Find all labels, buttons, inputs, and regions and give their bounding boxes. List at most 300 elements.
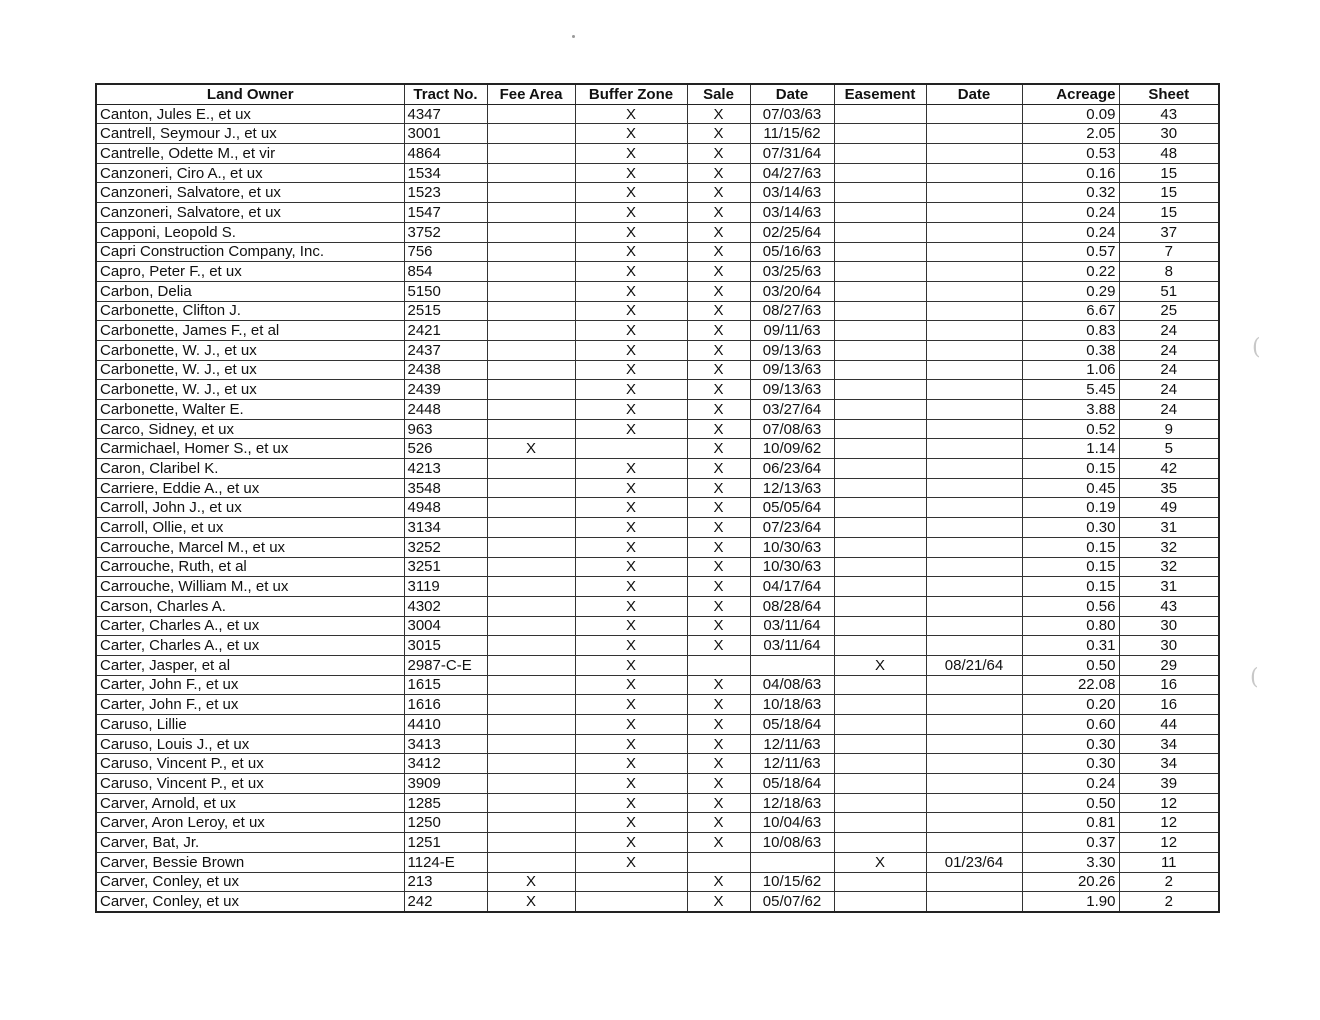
cell-buffer-zone: X (575, 852, 687, 872)
cell-sale-date: 02/25/64 (750, 222, 834, 242)
cell-buffer-zone: X (575, 616, 687, 636)
cell-acreage: 2.05 (1022, 124, 1119, 144)
cell-tract-no: 3752 (404, 222, 487, 242)
cell-sale: X (687, 813, 750, 833)
cell-land-owner: Carter, John F., et ux (96, 675, 404, 695)
cell-sheet: 29 (1119, 655, 1219, 675)
cell-sale: X (687, 675, 750, 695)
cell-easement (834, 616, 926, 636)
cell-buffer-zone: X (575, 557, 687, 577)
cell-sheet: 12 (1119, 813, 1219, 833)
cell-fee-area (487, 596, 575, 616)
cell-land-owner: Carrouche, Ruth, et al (96, 557, 404, 577)
cell-easement-date (926, 518, 1022, 538)
cell-buffer-zone: X (575, 321, 687, 341)
cell-land-owner: Carver, Conley, et ux (96, 872, 404, 892)
cell-land-owner: Canzoneri, Salvatore, et ux (96, 183, 404, 203)
cell-fee-area (487, 163, 575, 183)
cell-sheet: 24 (1119, 321, 1219, 341)
cell-tract-no: 3909 (404, 774, 487, 794)
cell-easement (834, 301, 926, 321)
cell-land-owner: Caruso, Louis J., et ux (96, 734, 404, 754)
cell-easement-date (926, 222, 1022, 242)
cell-sale: X (687, 596, 750, 616)
cell-acreage: 22.08 (1022, 675, 1119, 695)
cell-sale: X (687, 774, 750, 794)
cell-sheet: 16 (1119, 675, 1219, 695)
cell-fee-area (487, 478, 575, 498)
cell-fee-area (487, 340, 575, 360)
cell-tract-no: 2987-C-E (404, 655, 487, 675)
cell-sale-date: 11/15/62 (750, 124, 834, 144)
cell-sale: X (687, 222, 750, 242)
cell-easement (834, 380, 926, 400)
table-row (96, 360, 1219, 380)
cell-easement-date (926, 360, 1022, 380)
cell-sale: X (687, 321, 750, 341)
cell-acreage: 0.31 (1022, 636, 1119, 656)
cell-easement-date (926, 281, 1022, 301)
cell-tract-no: 213 (404, 872, 487, 892)
cell-sale: X (687, 616, 750, 636)
cell-easement-date (926, 478, 1022, 498)
cell-acreage: 1.90 (1022, 892, 1119, 912)
cell-tract-no: 1534 (404, 163, 487, 183)
cell-sale-date: 09/13/63 (750, 380, 834, 400)
cell-easement (834, 340, 926, 360)
table-body (96, 104, 1219, 912)
cell-acreage: 0.20 (1022, 695, 1119, 715)
cell-easement (834, 104, 926, 124)
cell-easement (834, 203, 926, 223)
cell-sheet: 24 (1119, 360, 1219, 380)
cell-sheet: 15 (1119, 203, 1219, 223)
cell-easement (834, 577, 926, 597)
cell-buffer-zone: X (575, 340, 687, 360)
cell-buffer-zone: X (575, 813, 687, 833)
cell-buffer-zone: X (575, 734, 687, 754)
cell-tract-no: 3134 (404, 518, 487, 538)
cell-acreage: 0.83 (1022, 321, 1119, 341)
cell-tract-no: 2438 (404, 360, 487, 380)
cell-buffer-zone: X (575, 695, 687, 715)
cell-easement-date (926, 400, 1022, 420)
cell-sale-date: 03/14/63 (750, 203, 834, 223)
cell-sale: X (687, 340, 750, 360)
cell-tract-no: 4302 (404, 596, 487, 616)
cell-sale: X (687, 793, 750, 813)
table-row (96, 537, 1219, 557)
cell-fee-area (487, 222, 575, 242)
cell-easement-date (926, 577, 1022, 597)
cell-sheet: 15 (1119, 183, 1219, 203)
land-owner-table (95, 83, 1220, 913)
cell-buffer-zone: X (575, 478, 687, 498)
cell-sale-date: 12/13/63 (750, 478, 834, 498)
cell-sheet: 37 (1119, 222, 1219, 242)
cell-easement-date (926, 301, 1022, 321)
cell-acreage: 0.50 (1022, 793, 1119, 813)
cell-acreage: 0.29 (1022, 281, 1119, 301)
cell-buffer-zone: X (575, 498, 687, 518)
cell-fee-area (487, 557, 575, 577)
cell-fee-area (487, 262, 575, 282)
cell-fee-area (487, 793, 575, 813)
cell-sale-date: 03/11/64 (750, 636, 834, 656)
cell-sale: X (687, 892, 750, 912)
cell-sale-date: 03/14/63 (750, 183, 834, 203)
table-row (96, 203, 1219, 223)
cell-sheet: 31 (1119, 577, 1219, 597)
table-row (96, 557, 1219, 577)
cell-fee-area (487, 852, 575, 872)
cell-tract-no: 1523 (404, 183, 487, 203)
cell-acreage: 0.30 (1022, 518, 1119, 538)
cell-tract-no: 2448 (404, 400, 487, 420)
cell-fee-area: X (487, 892, 575, 912)
cell-easement-date (926, 124, 1022, 144)
table-row (96, 262, 1219, 282)
cell-sale-date: 07/23/64 (750, 518, 834, 538)
cell-easement (834, 754, 926, 774)
cell-land-owner: Caruso, Vincent P., et ux (96, 754, 404, 774)
table-row (96, 281, 1219, 301)
cell-land-owner: Canzoneri, Ciro A., et ux (96, 163, 404, 183)
cell-land-owner: Carter, Jasper, et al (96, 655, 404, 675)
cell-fee-area (487, 360, 575, 380)
cell-buffer-zone: X (575, 774, 687, 794)
cell-easement (834, 183, 926, 203)
cell-sale: X (687, 577, 750, 597)
table-row (96, 655, 1219, 675)
cell-easement-date (926, 439, 1022, 459)
header-fee-area: Fee Area (487, 84, 575, 104)
cell-easement (834, 242, 926, 262)
cell-acreage: 0.37 (1022, 833, 1119, 853)
cell-land-owner: Carbonette, W. J., et ux (96, 380, 404, 400)
cell-fee-area (487, 183, 575, 203)
cell-sale-date: 10/18/63 (750, 695, 834, 715)
cell-sale: X (687, 183, 750, 203)
cell-acreage: 0.57 (1022, 242, 1119, 262)
cell-easement (834, 872, 926, 892)
cell-sale: X (687, 301, 750, 321)
cell-sheet: 43 (1119, 104, 1219, 124)
cell-buffer-zone: X (575, 242, 687, 262)
cell-buffer-zone: X (575, 596, 687, 616)
cell-sheet: 42 (1119, 459, 1219, 479)
cell-fee-area (487, 242, 575, 262)
cell-land-owner: Carriere, Eddie A., et ux (96, 478, 404, 498)
cell-tract-no: 854 (404, 262, 487, 282)
cell-acreage: 0.09 (1022, 104, 1119, 124)
cell-tract-no: 3548 (404, 478, 487, 498)
cell-sale: X (687, 459, 750, 479)
cell-tract-no: 1124-E (404, 852, 487, 872)
cell-fee-area (487, 301, 575, 321)
cell-sale: X (687, 400, 750, 420)
cell-land-owner: Carbonette, W. J., et ux (96, 340, 404, 360)
cell-land-owner: Carver, Bat, Jr. (96, 833, 404, 853)
cell-fee-area (487, 321, 575, 341)
table-row (96, 852, 1219, 872)
cell-easement-date (926, 872, 1022, 892)
cell-easement (834, 360, 926, 380)
table-row (96, 518, 1219, 538)
cell-fee-area (487, 833, 575, 853)
cell-easement (834, 537, 926, 557)
cell-easement-date: 01/23/64 (926, 852, 1022, 872)
cell-acreage: 5.45 (1022, 380, 1119, 400)
cell-land-owner: Carter, Charles A., et ux (96, 616, 404, 636)
cell-sale: X (687, 124, 750, 144)
cell-sale: X (687, 262, 750, 282)
cell-easement-date (926, 203, 1022, 223)
cell-sheet: 24 (1119, 380, 1219, 400)
table-row (96, 793, 1219, 813)
table-row (96, 833, 1219, 853)
cell-buffer-zone: X (575, 203, 687, 223)
header-easement: Easement (834, 84, 926, 104)
cell-easement-date (926, 262, 1022, 282)
cell-buffer-zone (575, 872, 687, 892)
cell-tract-no: 963 (404, 419, 487, 439)
cell-sheet: 30 (1119, 636, 1219, 656)
cell-easement (834, 124, 926, 144)
cell-easement (834, 833, 926, 853)
cell-tract-no: 3251 (404, 557, 487, 577)
cell-easement-date (926, 340, 1022, 360)
cell-easement-date (926, 695, 1022, 715)
cell-sale: X (687, 537, 750, 557)
cell-sale: X (687, 478, 750, 498)
cell-sale-date: 10/08/63 (750, 833, 834, 853)
cell-sale-date: 04/17/64 (750, 577, 834, 597)
cell-buffer-zone: X (575, 124, 687, 144)
cell-tract-no: 3413 (404, 734, 487, 754)
header-tract-no: Tract No. (404, 84, 487, 104)
cell-fee-area (487, 144, 575, 164)
cell-sale-date: 09/11/63 (750, 321, 834, 341)
table-row (96, 301, 1219, 321)
table-row (96, 616, 1219, 636)
cell-buffer-zone: X (575, 537, 687, 557)
cell-sale-date: 05/16/63 (750, 242, 834, 262)
cell-sheet: 2 (1119, 892, 1219, 912)
cell-buffer-zone: X (575, 144, 687, 164)
cell-sheet: 12 (1119, 793, 1219, 813)
cell-sale-date: 07/08/63 (750, 419, 834, 439)
table-row (96, 163, 1219, 183)
cell-tract-no: 1547 (404, 203, 487, 223)
cell-easement-date (926, 380, 1022, 400)
table-row (96, 892, 1219, 912)
cell-sheet: 34 (1119, 754, 1219, 774)
cell-fee-area (487, 380, 575, 400)
cell-easement-date (926, 144, 1022, 164)
table-row (96, 715, 1219, 735)
scan-margin-mark: ( (1250, 665, 1259, 690)
cell-sheet: 31 (1119, 518, 1219, 538)
cell-land-owner: Carver, Arnold, et ux (96, 793, 404, 813)
cell-sheet: 34 (1119, 734, 1219, 754)
cell-sheet: 24 (1119, 400, 1219, 420)
cell-sheet: 44 (1119, 715, 1219, 735)
cell-tract-no: 756 (404, 242, 487, 262)
cell-easement-date (926, 104, 1022, 124)
table-header-row (96, 84, 1219, 104)
table-row (96, 675, 1219, 695)
cell-buffer-zone: X (575, 675, 687, 695)
cell-acreage: 0.24 (1022, 203, 1119, 223)
cell-easement (834, 695, 926, 715)
cell-sale (687, 852, 750, 872)
table-row (96, 222, 1219, 242)
cell-tract-no: 4213 (404, 459, 487, 479)
cell-easement (834, 439, 926, 459)
cell-sheet: 48 (1119, 144, 1219, 164)
cell-easement (834, 222, 926, 242)
cell-sale: X (687, 281, 750, 301)
cell-buffer-zone: X (575, 360, 687, 380)
cell-sale-date: 05/05/64 (750, 498, 834, 518)
table-row (96, 340, 1219, 360)
cell-sheet: 12 (1119, 833, 1219, 853)
cell-fee-area (487, 124, 575, 144)
cell-easement-date (926, 242, 1022, 262)
cell-acreage: 0.22 (1022, 262, 1119, 282)
cell-buffer-zone: X (575, 419, 687, 439)
cell-land-owner: Carbonette, W. J., et ux (96, 360, 404, 380)
table-row (96, 321, 1219, 341)
cell-buffer-zone: X (575, 577, 687, 597)
cell-sale: X (687, 163, 750, 183)
cell-acreage: 0.52 (1022, 419, 1119, 439)
cell-buffer-zone: X (575, 793, 687, 813)
cell-easement-date (926, 754, 1022, 774)
cell-buffer-zone: X (575, 104, 687, 124)
cell-sale-date: 07/03/63 (750, 104, 834, 124)
cell-sale: X (687, 203, 750, 223)
cell-fee-area (487, 754, 575, 774)
cell-easement (834, 163, 926, 183)
cell-sheet: 8 (1119, 262, 1219, 282)
cell-sale-date: 06/23/64 (750, 459, 834, 479)
cell-easement (834, 498, 926, 518)
cell-tract-no: 3252 (404, 537, 487, 557)
table-row (96, 459, 1219, 479)
cell-land-owner: Carter, John F., et ux (96, 695, 404, 715)
cell-easement-date (926, 636, 1022, 656)
cell-buffer-zone: X (575, 636, 687, 656)
cell-sheet: 2 (1119, 872, 1219, 892)
cell-easement: X (834, 655, 926, 675)
cell-tract-no: 242 (404, 892, 487, 912)
table-row (96, 734, 1219, 754)
cell-tract-no: 4410 (404, 715, 487, 735)
cell-acreage: 0.60 (1022, 715, 1119, 735)
table-row (96, 183, 1219, 203)
cell-sheet: 9 (1119, 419, 1219, 439)
cell-easement-date (926, 616, 1022, 636)
cell-land-owner: Carmichael, Homer S., et ux (96, 439, 404, 459)
cell-acreage: 0.15 (1022, 459, 1119, 479)
cell-easement-date (926, 557, 1022, 577)
cell-acreage: 0.80 (1022, 616, 1119, 636)
cell-acreage: 0.56 (1022, 596, 1119, 616)
cell-land-owner: Carbonette, James F., et al (96, 321, 404, 341)
table-row (96, 754, 1219, 774)
cell-easement (834, 518, 926, 538)
cell-fee-area (487, 459, 575, 479)
cell-tract-no: 2421 (404, 321, 487, 341)
cell-tract-no: 2515 (404, 301, 487, 321)
cell-fee-area (487, 518, 575, 538)
cell-fee-area (487, 813, 575, 833)
cell-easement (834, 892, 926, 912)
cell-buffer-zone: X (575, 183, 687, 203)
cell-tract-no: 4347 (404, 104, 487, 124)
cell-buffer-zone: X (575, 655, 687, 675)
cell-acreage: 0.24 (1022, 774, 1119, 794)
cell-sale: X (687, 242, 750, 262)
cell-easement-date (926, 183, 1022, 203)
cell-easement (834, 557, 926, 577)
cell-fee-area (487, 715, 575, 735)
cell-tract-no: 3119 (404, 577, 487, 597)
cell-buffer-zone (575, 892, 687, 912)
cell-land-owner: Cantrell, Seymour J., et ux (96, 124, 404, 144)
scan-margin-mark: ( (1252, 335, 1261, 360)
cell-sheet: 49 (1119, 498, 1219, 518)
cell-easement-date (926, 892, 1022, 912)
cell-easement-date (926, 459, 1022, 479)
cell-sale-date (750, 655, 834, 675)
cell-buffer-zone: X (575, 518, 687, 538)
cell-tract-no: 1615 (404, 675, 487, 695)
cell-fee-area (487, 577, 575, 597)
cell-easement (834, 478, 926, 498)
cell-tract-no: 2437 (404, 340, 487, 360)
cell-acreage: 20.26 (1022, 872, 1119, 892)
cell-buffer-zone: X (575, 163, 687, 183)
cell-buffer-zone: X (575, 281, 687, 301)
cell-tract-no: 1616 (404, 695, 487, 715)
cell-sale-date: 03/25/63 (750, 262, 834, 282)
cell-buffer-zone: X (575, 754, 687, 774)
cell-acreage: 0.81 (1022, 813, 1119, 833)
cell-acreage: 3.88 (1022, 400, 1119, 420)
cell-tract-no: 3004 (404, 616, 487, 636)
cell-sheet: 51 (1119, 281, 1219, 301)
cell-tract-no: 4864 (404, 144, 487, 164)
cell-acreage: 0.19 (1022, 498, 1119, 518)
cell-fee-area (487, 400, 575, 420)
cell-sale: X (687, 833, 750, 853)
cell-sheet: 32 (1119, 557, 1219, 577)
table-row (96, 577, 1219, 597)
cell-land-owner: Carter, Charles A., et ux (96, 636, 404, 656)
table-row (96, 400, 1219, 420)
cell-acreage: 6.67 (1022, 301, 1119, 321)
cell-fee-area (487, 419, 575, 439)
cell-buffer-zone: X (575, 380, 687, 400)
cell-land-owner: Carbonette, Clifton J. (96, 301, 404, 321)
cell-buffer-zone: X (575, 262, 687, 282)
header-land-owner: Land Owner (96, 84, 404, 104)
table-row (96, 872, 1219, 892)
cell-buffer-zone: X (575, 459, 687, 479)
